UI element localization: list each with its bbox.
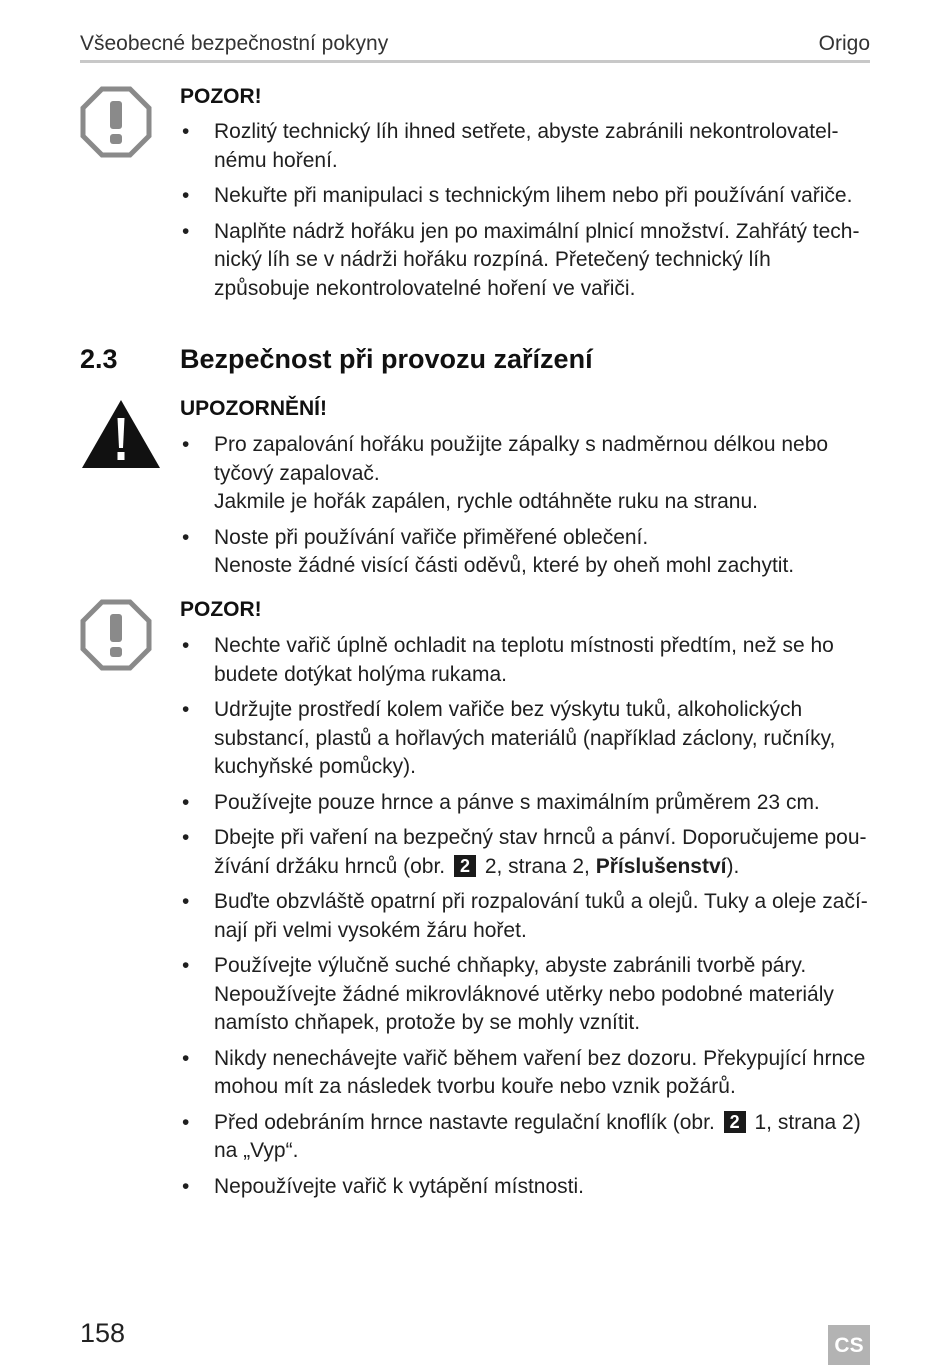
caution-octagon-icon — [80, 86, 152, 158]
list-item-text: ). — [726, 854, 740, 878]
list-item-text: Noste při používání vařiče přiměřené oblečení. — [214, 525, 649, 549]
list-item — [180, 1109, 870, 1166]
list-item: • Rozlitý technický líh ihned setřete, abyste zabránili nekontrolovatel- nému hoření. — [180, 118, 870, 175]
caution-list — [180, 632, 870, 1208]
page-number: 158 — [80, 1318, 126, 1348]
list-item: • Nepoužívejte vařič k vytápění místnosti. — [180, 1173, 870, 1202]
caution-label: POZOR! — [180, 85, 262, 108]
list-item — [180, 952, 870, 1038]
section-number: 2.3 — [80, 344, 118, 374]
language-tab: CS — [828, 1325, 870, 1365]
list-item: • Naplňte nádrž hořáku jen po maximální plnicí množství. Zahřátý tech- nický líh se v nádrži hořáku rozpíná. Přetečený technický líh způsobuje nekontrolovatelné hoření ve vařiči. — [180, 218, 870, 304]
list-item — [180, 824, 870, 881]
figure-reference-badge: 2 — [724, 1111, 746, 1133]
list-item-text: Nenoste žádné visící části oděvů, které by oheň mohl zachytit. — [214, 554, 795, 577]
page-header — [80, 30, 870, 63]
figure-reference-badge: 2 — [454, 855, 476, 877]
accessories-link-text: Příslušenství — [595, 854, 727, 878]
list-item-text: Používejte výlučně suché chňapky, abyste zabránili tvorbě páry. — [214, 954, 807, 977]
list-item: • Buďte obzvláště opatrní při rozpalování tuků a olejů. Tuky a oleje začí- nají při velmi vysokém žáru hořet. — [180, 888, 870, 945]
header-product-name: Origo — [818, 32, 870, 55]
list-item-text: Před odebráním hrnce nastavte regulační knoflík (obr. — [214, 1110, 715, 1134]
list-item: • Nekuřte při manipulaci s technickým lihem nebo při používání vařiče. — [180, 182, 870, 211]
list-item: • Udržujte prostředí kolem vařiče bez výskytu tuků, alkoholických substancí, plastů a hořlavých materiálů (například záclony, ručníky, kuchyňské pomůcky). — [180, 696, 870, 782]
list-item-text: 2, strana 2, — [484, 854, 590, 878]
warning-label: UPOZORNĚNÍ! — [180, 397, 327, 420]
list-item-text: Nepoužívejte žádné mikrovláknové utěrky nebo podobné materiály namísto chňapek, protože by se mohly vznítit. — [214, 982, 834, 1034]
list-item-text: Jakmile je hořák zapálen, rychle odtáhněte ruku na stranu. — [214, 490, 758, 513]
list-item — [180, 431, 870, 517]
list-item-text: 1, strana 2) na „Vyp“. — [214, 1110, 861, 1162]
list-item: • Nikdy nenechávejte vařič během vaření bez dozoru. Překypující hrnce mohou mít za následek tvorbu kouře nebo vznik požárů. — [180, 1045, 870, 1102]
warning-triangle-icon — [80, 398, 162, 470]
list-item-text: Pro zapalování hořáku použijte zápalky s nadměrnou délkou nebo tyčový zapalovač. — [214, 433, 829, 485]
list-item: • Nechte vařič úplně ochladit na teplotu místnosti předtím, než se ho budete dotýkat holýma rukama. — [180, 632, 870, 689]
list-item-text: Dbejte při vaření na bezpečný stav hrnců a pánví. Doporučujeme pou- žívání držáku hrnců (obr. — [214, 826, 867, 878]
warning-list — [180, 431, 870, 588]
caution-label: POZOR! — [180, 598, 262, 621]
header-chapter-title: Všeobecné bezpečnostní pokyny — [80, 32, 389, 55]
list-item — [180, 524, 870, 581]
section-title: Bezpečnost při provozu zařízení — [180, 344, 593, 374]
list-item: • Používejte pouze hrnce a pánve s maximálním průměrem 23 cm. — [180, 789, 870, 818]
caution-octagon-icon — [80, 599, 152, 671]
caution-list — [180, 118, 870, 310]
